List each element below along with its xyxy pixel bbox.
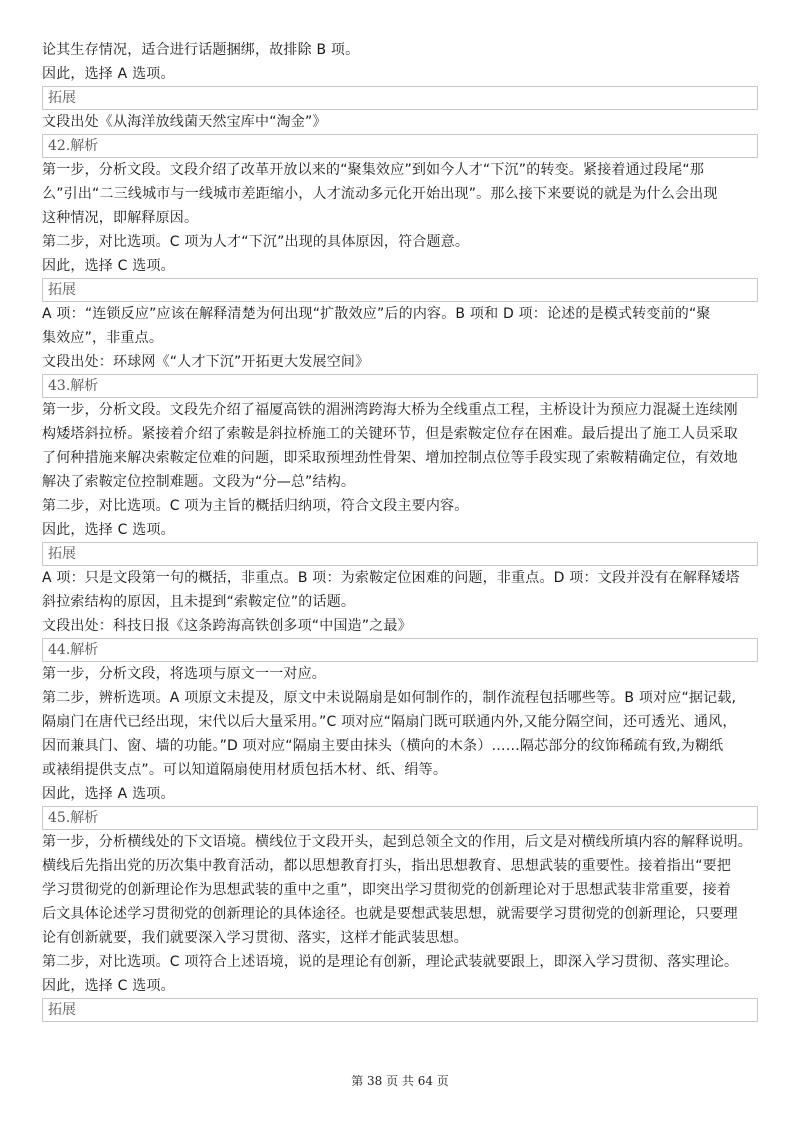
text-line: 这种情况，即解释原因。 (42, 210, 199, 226)
text-line: 文段出处：科技日报《这条跨海高铁创多项“中国造”之最》 (42, 618, 412, 634)
page-footer (0, 1072, 800, 1089)
text-line: A 项：只是文段第一句的概括，非重点。B 项：为索鞍定位困难的问题，非重点。D 项：文段并没有在解释矮塔 (42, 570, 740, 586)
text-line: 第二步，对比选项。C 项符合上述语境，说的是理论有创新，理论武装就要跟上，即深入学习贯彻、落实理论。 (42, 954, 739, 970)
text-line: 或裱绢提供支点”。可以知道隔扇使用材质包括木材、纸、绢等。 (42, 762, 448, 778)
text-line: 集效应”，非重点。 (42, 330, 164, 346)
text-line: 因此，选择 A 选项。 (42, 786, 175, 802)
text-line: 构矮塔斜拉桥。紧接着介绍了索鞍是斜拉桥施工的关键环节，但是索鞍定位存在困难。最后提出了施工人员采取 (42, 426, 738, 442)
text-line: 么”引出“二三线城市与一线城市差距缩小，人才流动多元化开始出现”。那么接下来要说的就是为什么会出现 (42, 186, 718, 202)
section-header: 42.解析 (42, 134, 758, 158)
section-header: 45.解析 (42, 806, 758, 830)
text-line: A 项：“连锁反应”应该在解释清楚为何出现“扩散效应”后的内容。B 项和 D 项：论述的是模式转变前的“聚 (42, 306, 711, 322)
section-header: 44.解析 (42, 638, 758, 662)
text-line: 第一步，分析文段。文段先介绍了福厦高铁的湄洲湾跨海大桥为全线重点工程，主桥设计为预应力混凝土连续刚 (42, 402, 738, 418)
text-line: 第二步，对比选项。C 项为主旨的概括归纳项，符合文段主要内容。 (42, 498, 469, 514)
text-line: 解决了索鞍定位控制难题。文段为“分—总”结构。 (42, 474, 356, 490)
text-line: 论有创新就要，我们就要深入学习贯彻、落实，这样才能武装思想。 (42, 930, 468, 946)
expansion-header: 拓展 (42, 86, 758, 110)
text-line: 论其生存情况，适合进行话题捆绑，故排除 B 项。 (42, 42, 360, 58)
text-line: 学习贯彻党的创新理论作为思想武装的重中之重”，即突出学习贯彻党的创新理论对于思想武装非常重要，接着 (42, 882, 732, 898)
section-header: 43.解析 (42, 374, 758, 398)
text-line: 了何种措施来解决索鞍定位难的问题，即采取预埋劲性骨架、增加控制点位等手段实现了索鞍精确定位，有效地 (42, 450, 738, 466)
text-line: 因此，选择 C 选项。 (42, 978, 175, 994)
expansion-header: 拓展 (42, 542, 758, 566)
text-line: 文段出处《从海洋放线菌天然宝库中“淘金”》 (42, 114, 327, 130)
text-line: 第一步，分析文段，将选项与原文一一对应。 (42, 666, 326, 682)
text-line: 因此，选择 C 选项。 (42, 522, 175, 538)
text-line: 因此，选择 C 选项。 (42, 258, 175, 274)
text-line: 因而兼具门、窗、墙的功能。”D 项对应“隔扇主要由抹头（横向的木条）……隔芯部分的纹饰稀疏有致,为糊纸 (42, 738, 724, 754)
text-line: 后文具体论述学习贯彻党的创新理论的具体途径。也就是要想武装思想，就需要学习贯彻党的创新理论，只要理 (42, 906, 738, 922)
expansion-header: 拓展 (42, 278, 758, 302)
text-line: 斜拉索结构的原因，且未提到“索鞍定位”的话题。 (42, 594, 356, 610)
text-line: 第一步，分析横线处的下文语境。横线位于文段开头，起到总领全文的作用，后文是对横线所填内容的解释说明。 (42, 834, 752, 850)
text-line: 第二步，对比选项。C 项为人才“下沉”出现的具体原因，符合题意。 (42, 234, 470, 250)
text-line: 横线后先指出党的历次集中教育活动，都以思想教育打头，指出思想教育、思想武装的重要性。接着指出“要把 (42, 858, 732, 874)
text-line: 隔扇门在唐代已经出现，宋代以后大量采用。”C 项对应“隔扇门既可联通内外,又能分隔空间，还可透光、通风， (42, 714, 737, 730)
expansion-header: 拓展 (42, 998, 758, 1022)
text-line: 因此，选择 A 选项。 (42, 66, 175, 82)
page-number: 第 38 页 共 64 页 (351, 1074, 449, 1088)
text-line: 第二步，辨析选项。A 项原文未提及，原文中未说隔扇是如何制作的，制作流程包括哪些等。B 项对应“据记载, (42, 690, 737, 706)
document-body (42, 38, 758, 1022)
text-line: 文段出处：环球网《“人才下沉”开拓更大发展空间》 (42, 354, 370, 370)
text-line: 第一步，分析文段。文段介绍了改革开放以来的“聚集效应”到如今人才“下沉”的转变。紧接着通过段尾“那 (42, 162, 705, 178)
